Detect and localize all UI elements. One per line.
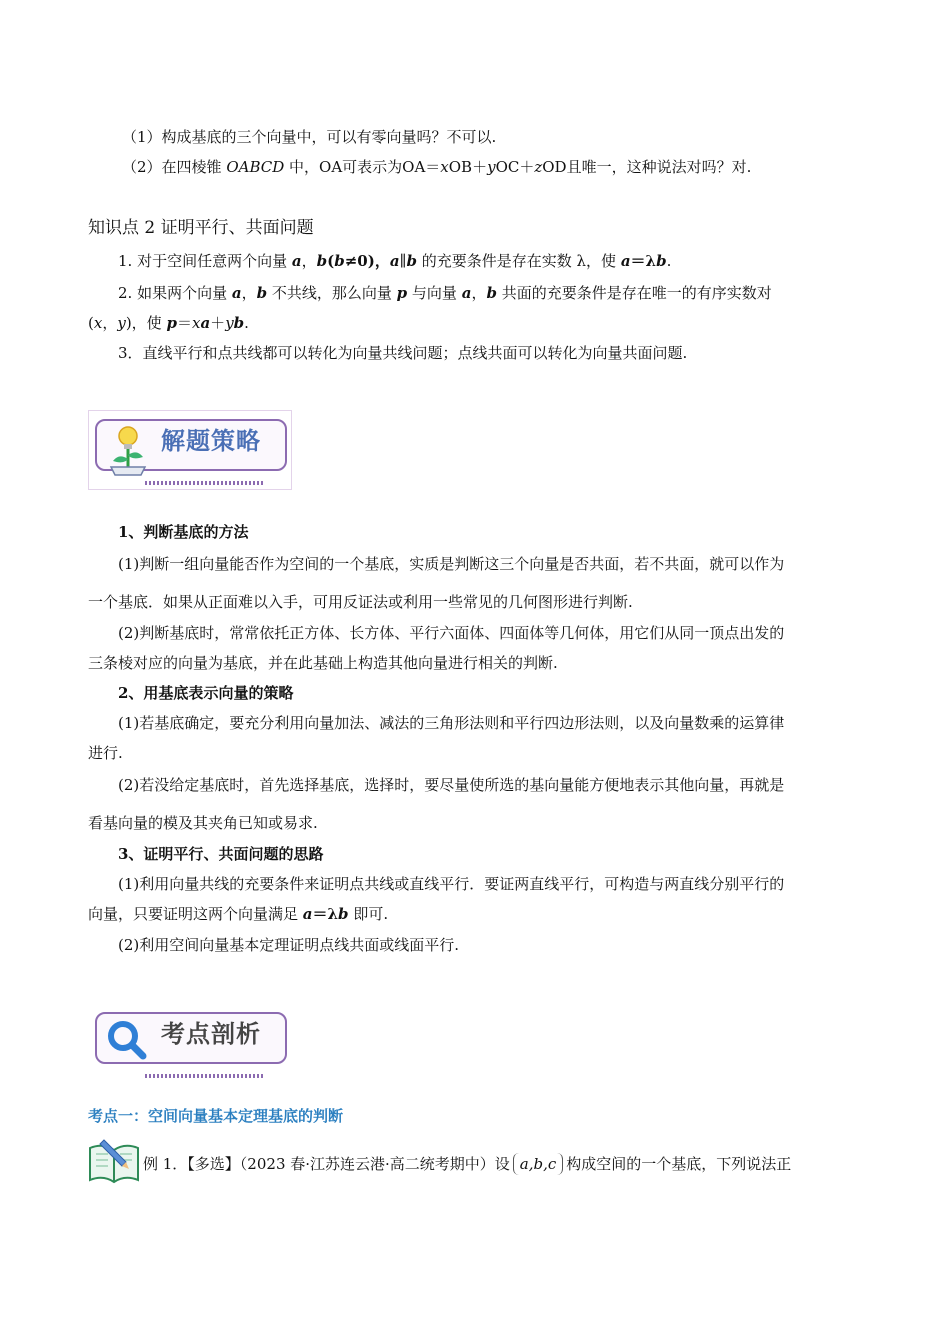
kp2-paragraph-2: 2. 如果两个向量 a，b 不共线，那么向量 p 与向量 a，b 共面的充要条件是存在唯一的有序实数对 [118, 284, 772, 302]
strategy-heading-1: 1、判断基底的方法 [118, 523, 249, 541]
exam-banner-title: 考点剖析 [161, 1020, 261, 1048]
section-title-kp2: 知识点 2 证明平行、共面问题 [88, 218, 314, 238]
question-2: （2）在四棱锥 OABCD 中，OA可表示为OA＝xOB＋yOC＋zOD且唯一，这种说法对吗？对. [122, 158, 752, 176]
kp2-paragraph-3: 3．直线平行和点共线都可以转化为向量共线问题；点线共面可以转化为向量共面问题. [118, 344, 688, 362]
strategy-heading-3: 3、证明平行、共面问题的思路 [118, 845, 324, 863]
basis-set: a,b,c [513, 1153, 563, 1175]
strategy-heading-2: 2、用基底表示向量的策略 [118, 684, 294, 702]
strategy-6: (2)利用空间向量基本定理证明点线共面或线面平行. [118, 936, 460, 954]
strategy-2-line-1: (2)判断基底时，常常依托正方体、长方体、平行六面体、四面体等几何体，用它们从同一顶点出发的 [118, 624, 785, 642]
exam-point-title: 考点一：空间向量基本定理基底的判断 [88, 1107, 344, 1125]
strategy-2-line-2: 三条棱对应的向量为基底，并在此基础上构造其他向量进行相关的判断. [88, 654, 558, 672]
strategy-banner-title: 解题策略 [161, 427, 261, 455]
strategy-3-line-1: (1)若基底确定，要充分利用向量加法、减法的三角形法则和平行四边形法则，以及向量数乘的运算律 [118, 714, 785, 732]
strategy-5-line-1: (1)利用向量共线的充要条件来证明点共线或直线平行．要证两直线平行，可构造与两直线分别平行的 [118, 875, 785, 893]
strategy-4-line-1: (2)若没给定基底时，首先选择基底，选择时，要尽量使所选的基向量能方便地表示其他向量，再就是 [118, 776, 785, 794]
kp2-paragraph-1: 1. 对于空间任意两个向量 a，b(b≠0)，a∥b 的充要条件是存在实数 λ，使 a＝λb. [118, 252, 672, 270]
lightbulb-plant-icon [103, 423, 153, 479]
open-book-pencil-icon [86, 1136, 142, 1184]
strategy-1-line-2: 一个基底．如果从正面难以入手，可用反证法或利用一些常见的几何图形进行判断. [88, 593, 633, 611]
strategy-4-line-2: 看基向量的模及其夹角已知或易求. [88, 814, 318, 832]
strategy-5-line-2: 向量，只要证明这两个向量满足 a＝λb 即可. [88, 905, 389, 923]
strategy-3-line-2: 进行. [88, 744, 123, 762]
question-1: （1）构成基底的三个向量中，可以有零向量吗？不可以. [122, 128, 497, 146]
exam-banner [88, 1003, 292, 1083]
kp2-paragraph-2-cont: (x，y)，使 p＝xa＋yb. [88, 314, 249, 332]
example-1: 例 1．【多选】（2023 春·江苏连云港·高二统考期中）设 a,b,c 构成空间的一个基底，下列说法正 [143, 1155, 792, 1173]
magnifier-icon [105, 1016, 149, 1064]
strategy-banner [88, 410, 292, 490]
strategy-1-line-1: (1)判断一组向量能否作为空间的一个基底，实质是判断这三个向量是否共面，若不共面，就可以作为 [118, 555, 785, 573]
